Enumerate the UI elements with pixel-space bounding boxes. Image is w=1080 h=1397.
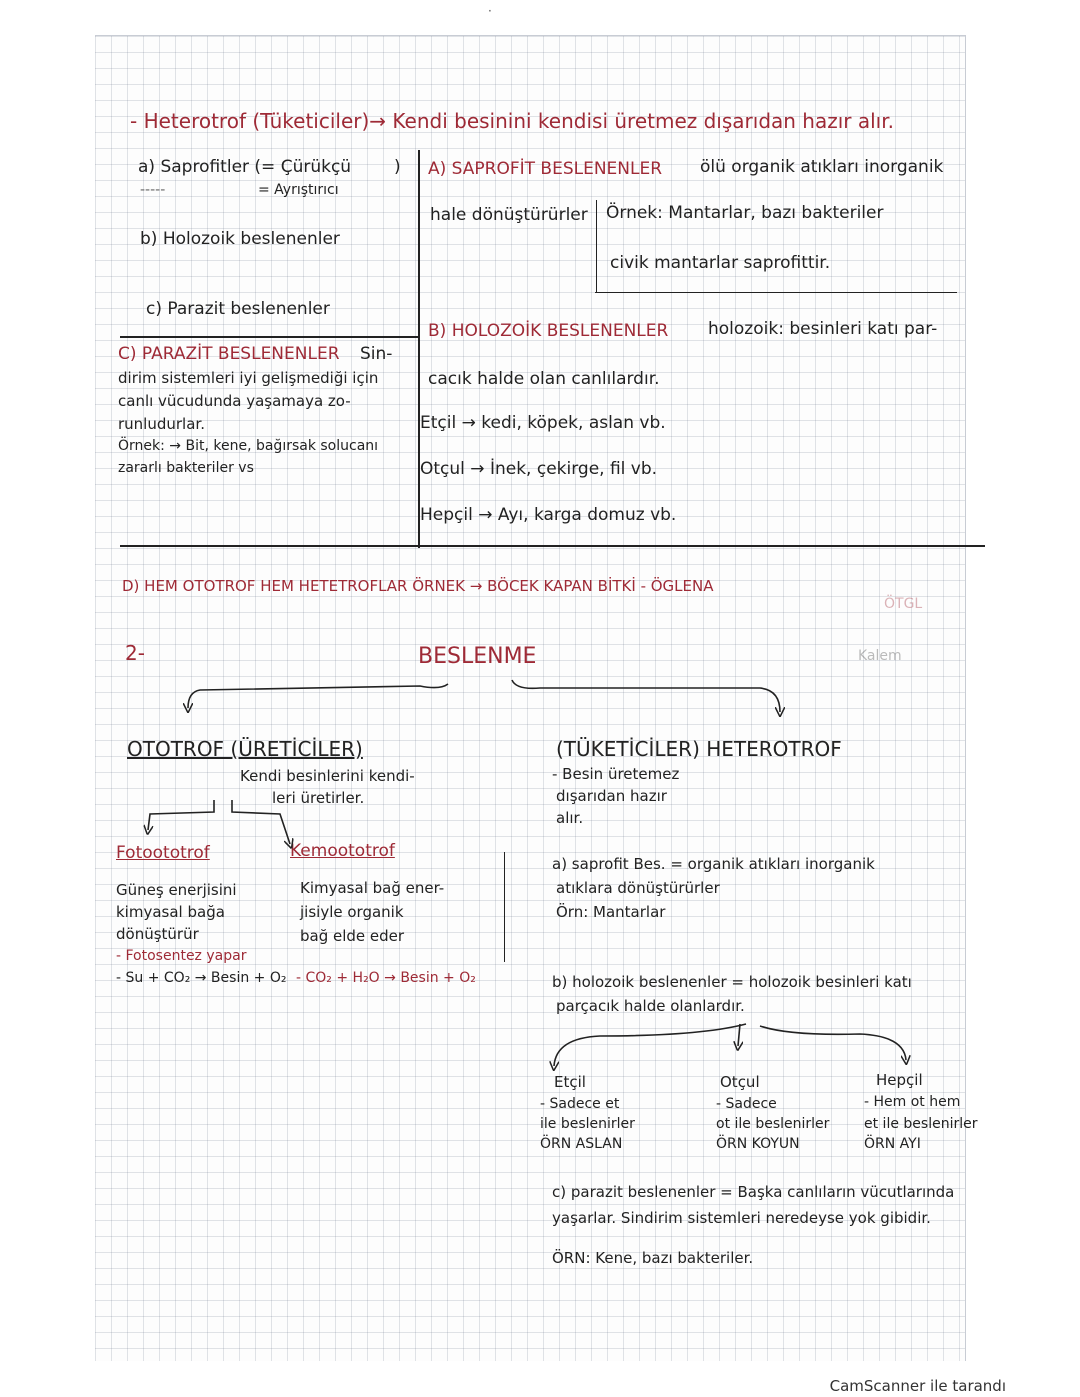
kemo-line-3: bağ elde eder xyxy=(300,927,405,945)
parazit-line-2: canlı vücudunda yaşamaya zo- xyxy=(118,392,351,410)
holozoik-line-2: cacık halde olan canlılardır. xyxy=(428,369,660,389)
otcul-title: Otçul xyxy=(720,1073,760,1091)
camscanner-footer: CamScanner ile tarandı xyxy=(829,1377,1006,1395)
kemoototrof-title: Kemoototrof xyxy=(290,841,395,861)
kemo-line-1: Kimyasal bağ ener- xyxy=(300,879,445,897)
holozoik-title: B) HOLOZOİK BESLENENLER xyxy=(428,321,669,341)
etcil-title: Etçil xyxy=(554,1073,586,1091)
holozoik-item: b) Holozoik beslenenler xyxy=(140,229,340,249)
top-section-bottom-line xyxy=(120,545,985,547)
ototrof-desc-1: Kendi besinlerini kendi- xyxy=(240,767,415,785)
het-saprofit-2: atıklara dönüştürürler xyxy=(556,879,720,897)
kemo-line-4: - CO₂ + H₂O → Besin + O₂ xyxy=(296,970,476,986)
saprofit-title: A) SAPROFİT BESLENENLER xyxy=(428,159,663,179)
faint-note: Kalem xyxy=(858,648,902,664)
saprofit-box-inner-divider xyxy=(596,200,597,292)
heterotrof-desc-3: alır. xyxy=(556,809,584,827)
ototrof-desc-2: leri üretirler. xyxy=(272,789,365,807)
parazit-line-5: zararlı bakteriler vs xyxy=(118,460,254,476)
holozoik-line-1: holozoik: besinleri katı par- xyxy=(708,319,938,339)
foto-line-3: dönüştürür xyxy=(116,925,199,943)
etcil-line-1: - Sadece et xyxy=(540,1096,620,1112)
etcil-line-2: ile beslenirler xyxy=(540,1116,635,1132)
kemo-line-2: jisiyle organik xyxy=(300,903,404,921)
hepcil-title: Hepçil xyxy=(876,1071,923,1089)
top-dot: · xyxy=(488,4,492,18)
saprofit-line-2: hale dönüştürürler xyxy=(430,205,588,225)
otcul-line-3: ÖRN KOYUN xyxy=(716,1136,800,1152)
het-saprofit-3: Örn: Mantarlar xyxy=(556,903,666,921)
ototrof-title: OTOTROF (ÜRETİCİLER) xyxy=(127,737,363,761)
het-parazit-2: yaşarlar. Sindirim sistemleri neredeyse yok gibidir. xyxy=(552,1209,931,1227)
beslenme-title: BESLENME xyxy=(418,644,537,669)
heterotrof-desc-1: - Besin üretemez xyxy=(552,765,680,783)
section-number: 2- xyxy=(125,641,145,665)
otcul-example: Otçul → İnek, çekirge, fil vb. xyxy=(420,459,658,479)
foto-line-4: - Fotosentez yapar xyxy=(116,948,247,964)
heterotrof-vertical-line xyxy=(504,852,505,962)
parazit-title-cont: Sin- xyxy=(360,344,393,364)
parazit-item: c) Parazit beslenenler xyxy=(146,299,330,319)
parazit-title: C) PARAZİT BESLENENLER xyxy=(118,344,340,364)
het-parazit-3: ÖRN: Kene, bazı bakteriler. xyxy=(552,1249,754,1267)
het-holozoik-1: b) holozoik beslenenler = holozoik besinleri katı xyxy=(552,973,912,991)
parazit-top-line xyxy=(120,336,418,338)
d-line: D) HEM OTOTROF HEM HETETROFLAR ÖRNEK → BÖCEK KAPAN BİTKİ - ÖGLENA xyxy=(122,577,714,595)
het-saprofit-1: a) saprofit Bes. = organik atıkları inorganik xyxy=(552,855,875,873)
saprofit-example-2: civik mantarlar saprofittir. xyxy=(610,253,831,273)
faint-right-mark: ÖTGL xyxy=(884,596,923,612)
het-holozoik-2: parçacık halde olanlardır. xyxy=(556,997,745,1015)
saprofitler-dash: ----- xyxy=(140,182,166,198)
hepcil-line-1: - Hem ot hem xyxy=(864,1094,961,1110)
ayristirici-note: = Ayrıştırıcı xyxy=(258,182,339,198)
heterotrof-heading: - Heterotrof (Tüketiciler)→ Kendi besinini kendisi üretmez dışarıdan hazır alır. xyxy=(130,109,894,133)
saprofitler-paren: ) xyxy=(394,157,401,177)
etcil-example: Etçil → kedi, köpek, aslan vb. xyxy=(420,413,666,433)
het-parazit-1: c) parazit beslenenler = Başka canlıların vücutlarında xyxy=(552,1183,955,1201)
saprofitler-item: a) Saprofitler (= Çürükçü xyxy=(138,157,352,177)
parazit-line-4: Örnek: → Bit, kene, bağırsak solucanı xyxy=(118,438,379,454)
hepcil-example: Hepçil → Ayı, karga domuz vb. xyxy=(420,505,677,525)
etcil-line-3: ÖRN ASLAN xyxy=(540,1136,623,1152)
heterotrof-desc-2: dışarıdan hazır xyxy=(556,787,667,805)
fotoototrof-title: Fotoototrof xyxy=(116,843,210,863)
parazit-line-1: dirim sistemleri iyi gelişmediği için xyxy=(118,369,379,387)
otcul-line-1: - Sadece xyxy=(716,1096,777,1112)
top-vertical-divider xyxy=(418,150,420,548)
hepcil-line-2: et ile beslenirler xyxy=(864,1116,978,1132)
foto-line-5: - Su + CO₂ → Besin + O₂ xyxy=(116,970,287,986)
foto-line-2: kimyasal bağa xyxy=(116,903,225,921)
parazit-line-3: runludurlar. xyxy=(118,415,205,433)
hepcil-line-3: ÖRN AYI xyxy=(864,1136,921,1152)
saprofit-line-1: ölü organik atıkları inorganik xyxy=(700,157,944,177)
saprofit-box-bottom-line xyxy=(595,292,957,293)
otcul-line-2: ot ile beslenirler xyxy=(716,1116,830,1132)
saprofit-example-1: Örnek: Mantarlar, bazı bakteriler xyxy=(606,203,884,223)
foto-line-1: Güneş enerjisini xyxy=(116,881,237,899)
heterotrof-title: (TÜKETİCİLER) HETEROTROF xyxy=(556,737,842,761)
